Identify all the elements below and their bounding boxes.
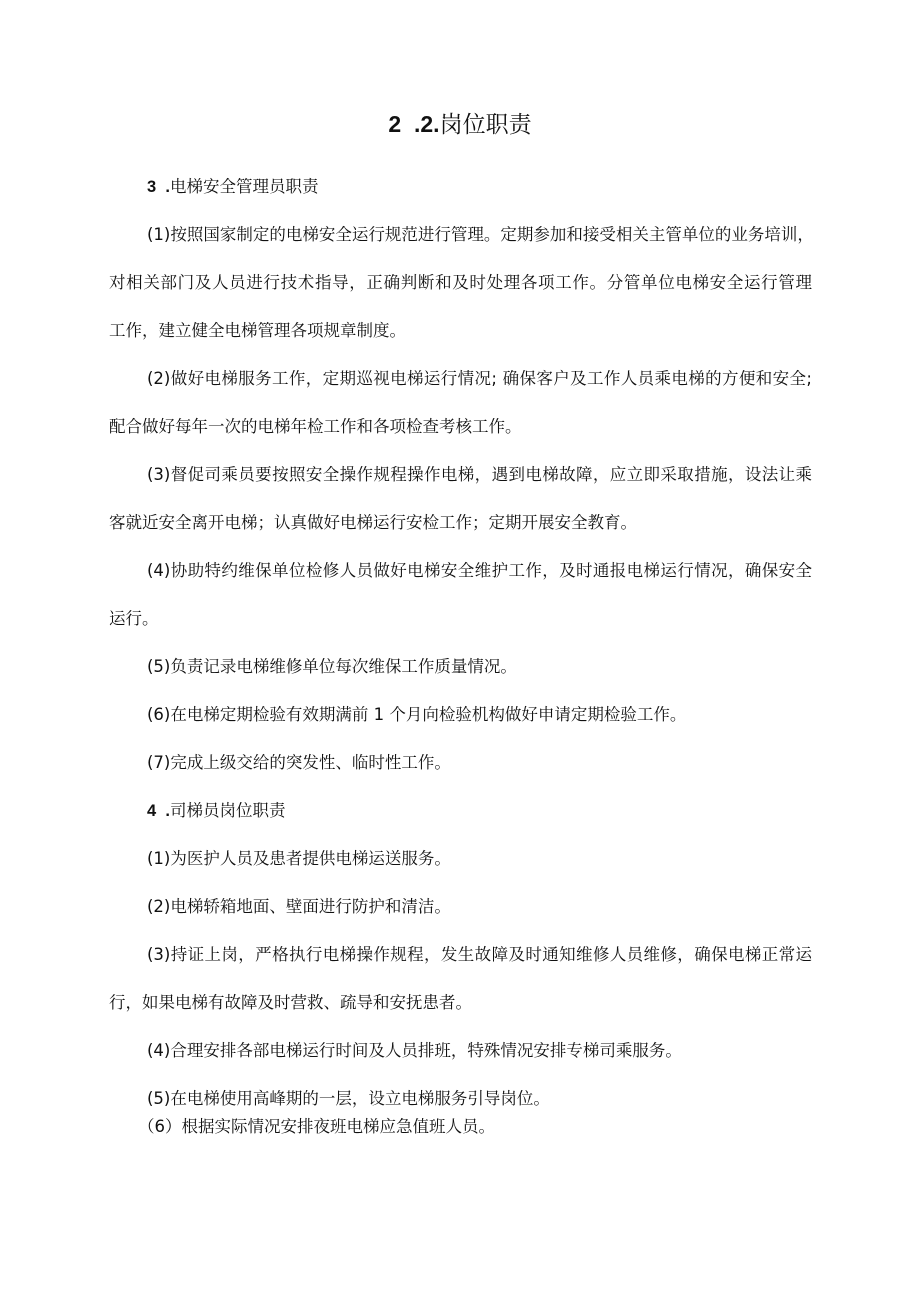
page-title [0, 108, 920, 141]
s3-item6-line1: (6)在电梯定期检验有效期满前 1 个月向检验机构做好申请定期检验工作。 [147, 705, 687, 724]
s4-item1-line1: (1)为医护人员及患者提供电梯运送服务。 [147, 849, 451, 868]
s4-item3-line1: (3)持证上岗，严格执行电梯操作规程，发生故障及时通知维修人员维修，确保电梯正常运 [147, 945, 812, 964]
s3-item4-line2: 运行。 [109, 609, 159, 628]
s4-item2-line1: (2)电梯轿箱地面、壁面进行防护和清洁。 [147, 897, 451, 916]
title-number: 2 .2. [388, 111, 440, 137]
s3-item4-line1: (4)协助特约维保单位检修人员做好电梯安全维护工作，及时通报电梯运行情况，确保安全 [147, 561, 812, 580]
s3-item2-line1: (2)做好电梯服务工作，定期巡视电梯运行情况; 确保客户及工作人员乘电梯的方便和安全; [147, 369, 812, 388]
section-4-heading-text: 司梯员岗位职责 [169, 801, 286, 820]
s3-item3-line1: (3)督促司乘员要按照安全操作规程操作电梯，遇到电梯故障，应立即采取措施，设法让乘 [147, 465, 812, 484]
section-3-heading [147, 174, 318, 200]
section-3-number: 3 . [147, 178, 170, 196]
s4-item4-line1: (4)合理安排各部电梯运行时间及人员排班，特殊情况安排专梯司乘服务。 [147, 1041, 682, 1060]
s3-item3-line2: 客就近安全离开电梯；认真做好电梯运行安检工作；定期开展安全教育。 [109, 513, 637, 532]
s3-item1-line1: (1)按照国家制定的电梯安全运行规范进行管理。定期参加和接受相关主管单位的业务培训， [147, 225, 814, 244]
s4-item6-line1: （6）根据实际情况安排夜班电梯应急值班人员。 [138, 1117, 495, 1136]
s4-item3-line2: 行，如果电梯有故障及时营救、疏导和安抚患者。 [109, 993, 472, 1012]
section-4-heading [147, 798, 285, 824]
s3-item1-line3: 工作，建立健全电梯管理各项规章制度。 [109, 321, 406, 340]
section-3-heading-text: 电梯安全管理员职责 [169, 177, 319, 196]
s3-item5-line1: (5)负责记录电梯维修单位每次维保工作质量情况。 [147, 657, 517, 676]
s4-item5-line1: (5)在电梯使用高峰期的一层，设立电梯服务引导岗位。 [147, 1089, 550, 1108]
s3-item2-line2: 配合做好每年一次的电梯年检工作和各项检查考核工作。 [109, 417, 522, 436]
s3-item7-line1: (7)完成上级交给的突发性、临时性工作。 [147, 753, 451, 772]
title-text: 岗位职责 [439, 112, 532, 138]
s3-item1-line2: 对相关部门及人员进行技术指导，正确判断和及时处理各项工作。分管单位电梯安全运行管理 [109, 273, 812, 292]
section-4-number: 4 . [147, 802, 170, 820]
